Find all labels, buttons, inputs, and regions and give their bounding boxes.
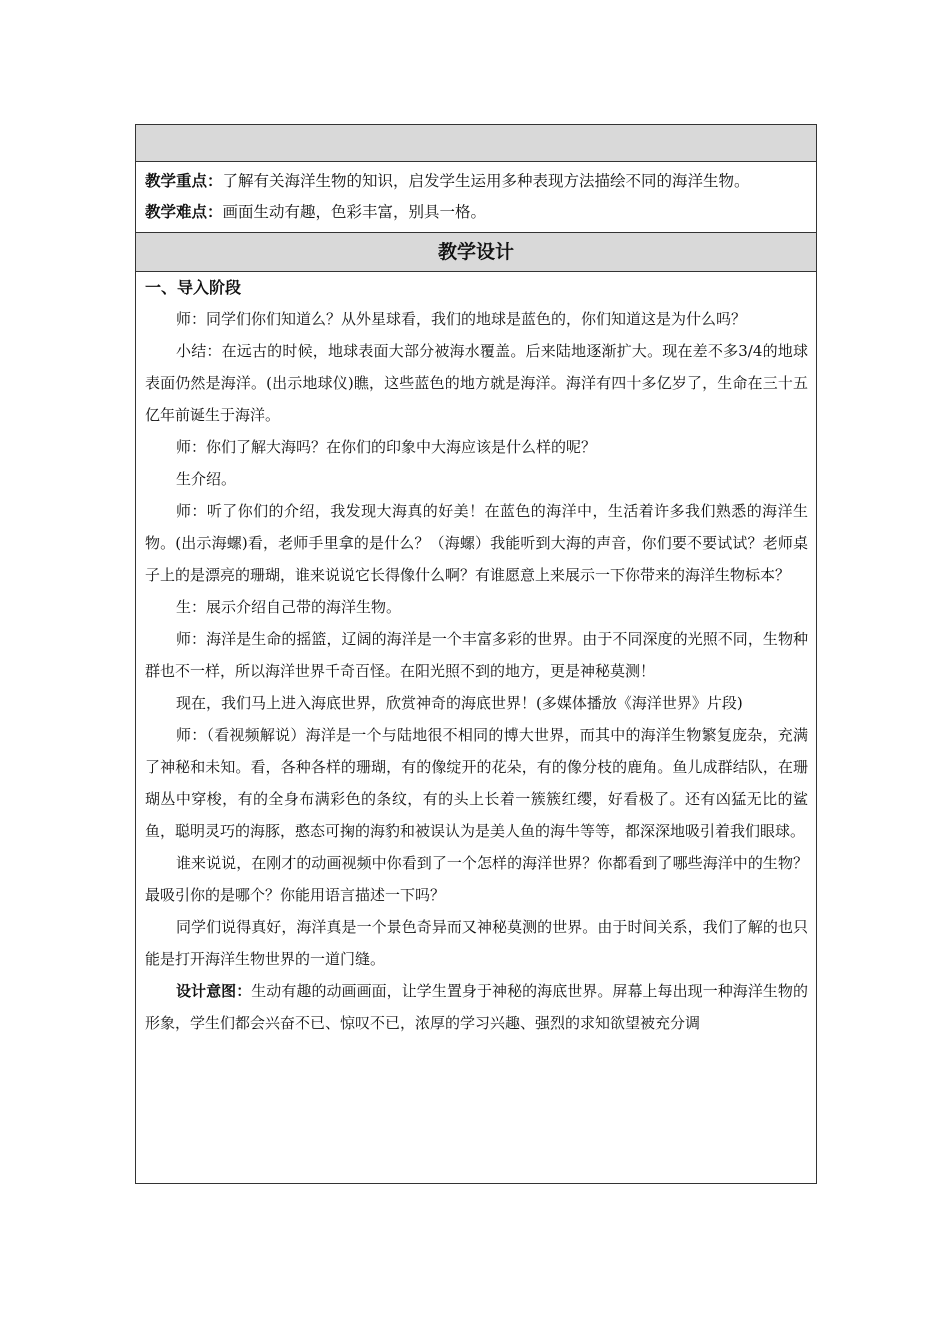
paragraph: 师：你们了解大海吗？在你们的印象中大海应该是什么样的呢？ (176, 438, 597, 456)
paragraph: 师：听了你们的介绍，我发现大海真的好美！在蓝色的海洋中，生活着许多我们熟悉的海洋生物。(出示海螺)看，老师手里拿的是什么？（海螺）我能听到大海的声音，你们要不要试试？老师桌子上的是漂亮的珊瑚，谁来说说它长得像什么啊？有谁愿意上来展示一下你带来的海洋生物标本？ (145, 502, 808, 584)
difficulty-label: 教学难点： (145, 203, 223, 221)
difficulty-line (145, 197, 808, 228)
teaching-focus-block (136, 162, 816, 233)
paragraph: 师：海洋是生命的摇篮，辽阔的海洋是一个丰富多彩的世界。由于不同深度的光照不同，生物种群也不一样，所以海洋世界千奇百怪。在阳光照不到的地方，更是神秘莫测！ (145, 630, 808, 680)
paragraph: 生：展示介绍自己带的海洋生物。 (176, 598, 402, 616)
key-point-text: 了解有关海洋生物的知识，启发学生运用多种表现方法描绘不同的海洋生物。 (222, 172, 750, 190)
design-intent-text: 生动有趣的动画画面，让学生置身于神秘的海底世界。屏幕上每出现一种海洋生物的形象，学生们都会兴奋不已、惊叹不已，浓厚的学习兴趣、强烈的求知欲望被充分调 (145, 982, 808, 1032)
section-heading: 一、导入阶段 (145, 278, 242, 297)
difficulty-text: 画面生动有趣，色彩丰富，别具一格。 (222, 203, 487, 221)
design-intent-label: 设计意图： (176, 982, 252, 1000)
lesson-plan-table (135, 124, 817, 1184)
design-intent-paragraph (145, 975, 808, 1039)
design-title: 教学设计 (136, 233, 816, 272)
paragraph: 师：（看视频解说）海洋是一个与陆地很不相同的博大世界，而其中的海洋生物繁复庞杂，充满了神秘和未知。看，各种各样的珊瑚，有的像绽开的花朵，有的像分枝的鹿角。鱼儿成群结队，在珊瑚丛中穿梭，有的全身布满彩色的条纹，有的头上长着一簇簇红缨，好看极了。还有凶猛无比的鲨鱼，聪明灵巧的海豚，憨态可掬的海豹和被误认为是美人鱼的海牛等等，都深深地吸引着我们眼球。 (145, 726, 808, 840)
paragraph: 师：同学们你们知道么？从外星球看，我们的地球是蓝色的，你们知道这是为什么吗？ (176, 310, 747, 328)
paragraph: 同学们说得真好，海洋真是一个景色奇异而又神秘莫测的世界。由于时间关系，我们了解的也只能是打开海洋生物世界的一道门缝。 (145, 918, 808, 968)
paragraph: 现在，我们马上进入海底世界，欣赏神奇的海底世界！(多媒体播放《海洋世界》片段) (176, 694, 743, 712)
paragraph: 生介绍。 (176, 470, 237, 488)
key-point-label: 教学重点： (145, 172, 223, 190)
key-point-line (145, 166, 808, 197)
paragraph: 小结：在远古的时候，地球表面大部分被海水覆盖。后来陆地逐渐扩大。现在差不多3/4的地球表面仍然是海洋。(出示地球仪)瞧，这些蓝色的地方就是海洋。海洋有四十多亿岁了，生命在三十五亿年前诞生于海洋。 (145, 342, 808, 424)
paragraph: 谁来说说，在刚才的动画视频中你看到了一个怎样的海洋世界？你都看到了哪些海洋中的生物？最吸引你的是哪个？你能用语言描述一下吗？ (145, 854, 808, 904)
section-content (136, 273, 816, 1039)
table-header-row (136, 125, 816, 162)
